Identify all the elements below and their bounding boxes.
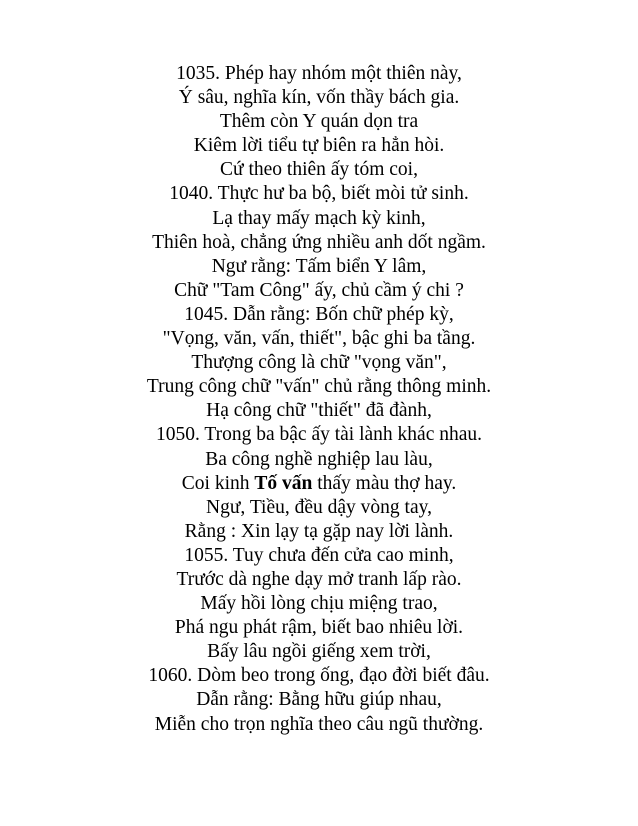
poem-line: Ba công nghề nghiệp lau làu, bbox=[205, 448, 433, 470]
poem-line: Chữ "Tam Công" ấy, chủ cầm ý chi ? bbox=[174, 279, 464, 301]
poem-line: 1045. Dẫn rằng: Bốn chữ phép kỳ, bbox=[184, 303, 454, 325]
poem-line-with-bold bbox=[0, 472, 638, 496]
poem-line: Hạ công chữ "thiết" đã đành, bbox=[206, 400, 432, 422]
poem-line: Dẫn rằng: Bằng hữu giúp nhau, bbox=[196, 689, 442, 711]
poem-line: Rằng : Xin lạy tạ gặp nay lời lành. bbox=[184, 520, 454, 542]
poem-line-start: Coi kinh bbox=[181, 472, 255, 494]
poem-line: Kiêm lời tiểu tự biên ra hẳn hòi. bbox=[193, 135, 445, 157]
poem-line: 1040. Thực hư ba bộ, biết mòi tử sinh. bbox=[169, 183, 469, 205]
poem-line-end: thấy màu thợ hay. bbox=[312, 472, 457, 494]
poem-line: Trung công chữ "vấn" chủ rằng thông minh. bbox=[146, 376, 492, 398]
poem-line: Ngư rằng: Tấm biển Y lâm, bbox=[211, 255, 427, 277]
poem-line: 1050. Trong ba bậc ấy tài lành khác nhau. bbox=[155, 424, 482, 446]
poem-line: Thiên hoà, chẳng ứng nhiều anh dốt ngầm. bbox=[152, 231, 486, 253]
poem-line: 1060. Dòm beo trong ống, đạo đời biết đâu. bbox=[148, 665, 490, 687]
poem-line: Miễn cho trọn nghĩa theo câu ngũ thường. bbox=[154, 713, 484, 735]
bold-term: Tố vấn bbox=[254, 472, 313, 494]
poem-line: Phá ngu phát rậm, biết bao nhiêu lời. bbox=[174, 617, 464, 639]
poem-line: Bấy lâu ngồi giếng xem trời, bbox=[207, 641, 431, 663]
poem-line: Lạ thay mấy mạch kỳ kinh, bbox=[212, 207, 426, 229]
poem-line: Cứ theo thiên ấy tóm coi, bbox=[220, 159, 418, 181]
poem-line: Thượng công là chữ "vọng văn", bbox=[191, 352, 447, 374]
poem-line: Mấy hồi lòng chịu miệng trao, bbox=[200, 593, 438, 615]
poem-line: Thêm còn Y quán dọn tra bbox=[219, 111, 419, 133]
poem-line: 1035. Phép hay nhóm một thiên này, bbox=[176, 63, 462, 84]
poem-line: Trước dà nghe dạy mở tranh lấp rào. bbox=[176, 568, 462, 590]
poem-line: Ngư, Tiều, đều dậy vòng tay, bbox=[206, 496, 432, 518]
poem-line: 1055. Tuy chưa đến cửa cao minh, bbox=[184, 544, 454, 566]
poem-page bbox=[0, 62, 638, 737]
poem-line: Ý sâu, nghĩa kín, vốn thầy bách gia. bbox=[178, 87, 460, 109]
poem-line: "Vọng, văn, vấn, thiết", bậc ghi ba tầng. bbox=[162, 328, 476, 350]
